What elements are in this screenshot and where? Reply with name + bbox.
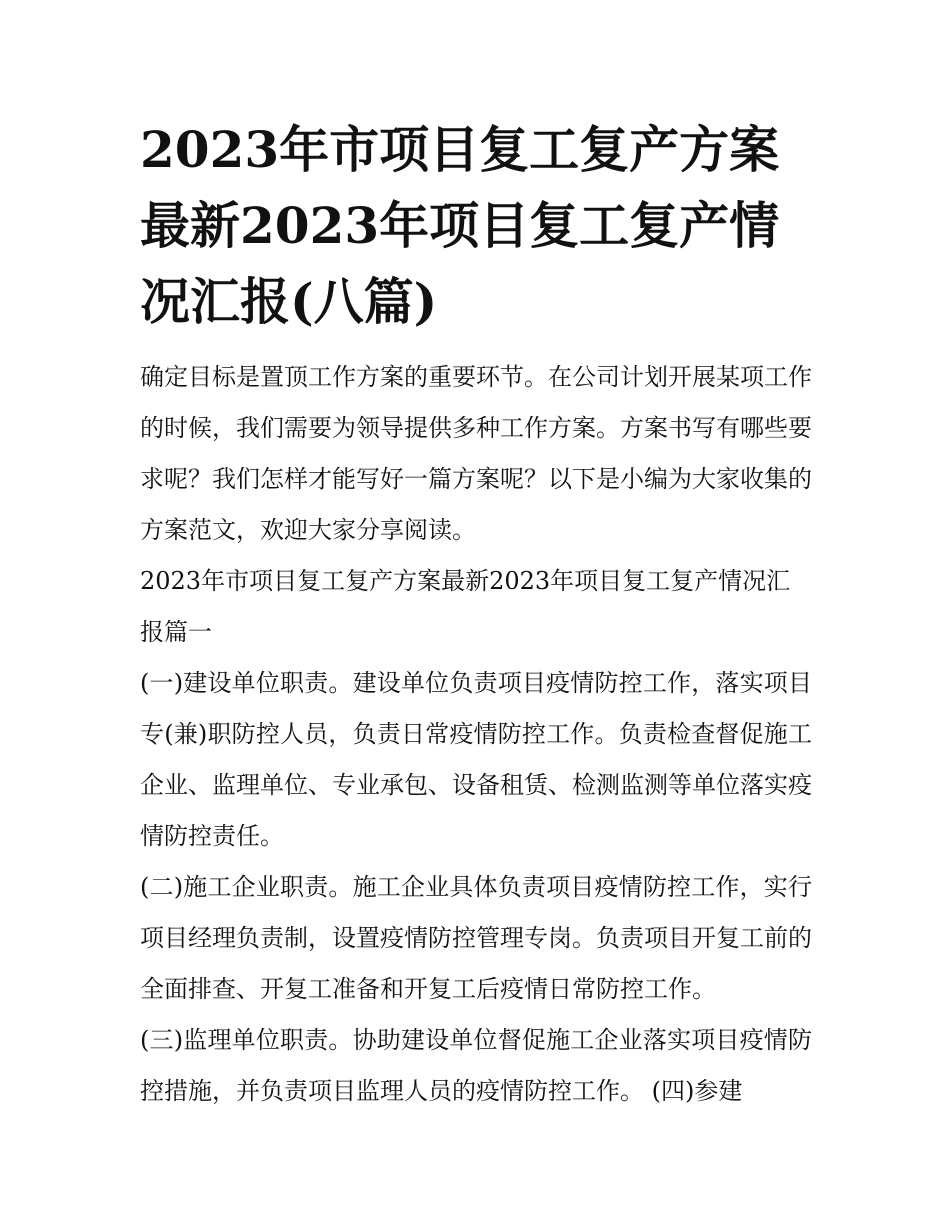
body-paragraph-1: (一)建设单位职责。建设单位负责项目疫情防控工作，落实项目专(兼)职防控人员，负责日常疫情防控工作。负责检查督促施工企业、监理单位、专业承包、设备租赁、检测监测等单位落实疫情防控责任。 [140, 669, 812, 850]
body-paragraph-3: (三)监理单位职责。协助建设单位督促施工企业落实项目疫情防控措施，并负责项目监理人员的疫情防控工作。 (四)参建 [140, 1026, 812, 1105]
body-paragraph-2: (二)施工企业职责。施工企业具体负责项目疫情防控工作，实行项目经理负责制，设置疫情防控管理专岗。负责项目开复工前的全面排查、开复工准备和开复工后疫情日常防控工作。 [140, 873, 812, 1003]
document-title: 2023年市项目复工复产方案最新2023年项目复工复产情况汇报(八篇) [140, 120, 780, 331]
intro-paragraph: 确定目标是置顶工作方案的重要环节。在公司计划开展某项工作的时候，我们需要为领导提供多种工作方案。方案书写有哪些要求呢？我们怎样才能写好一篇方案呢？以下是小编为大家收集的方案范文，欢迎大家分享阅读。 [140, 363, 812, 544]
document-page [140, 112, 812, 1117]
section-heading: 2023年市项目复工复产方案最新2023年项目复工复产情况汇报篇一 [140, 567, 791, 646]
